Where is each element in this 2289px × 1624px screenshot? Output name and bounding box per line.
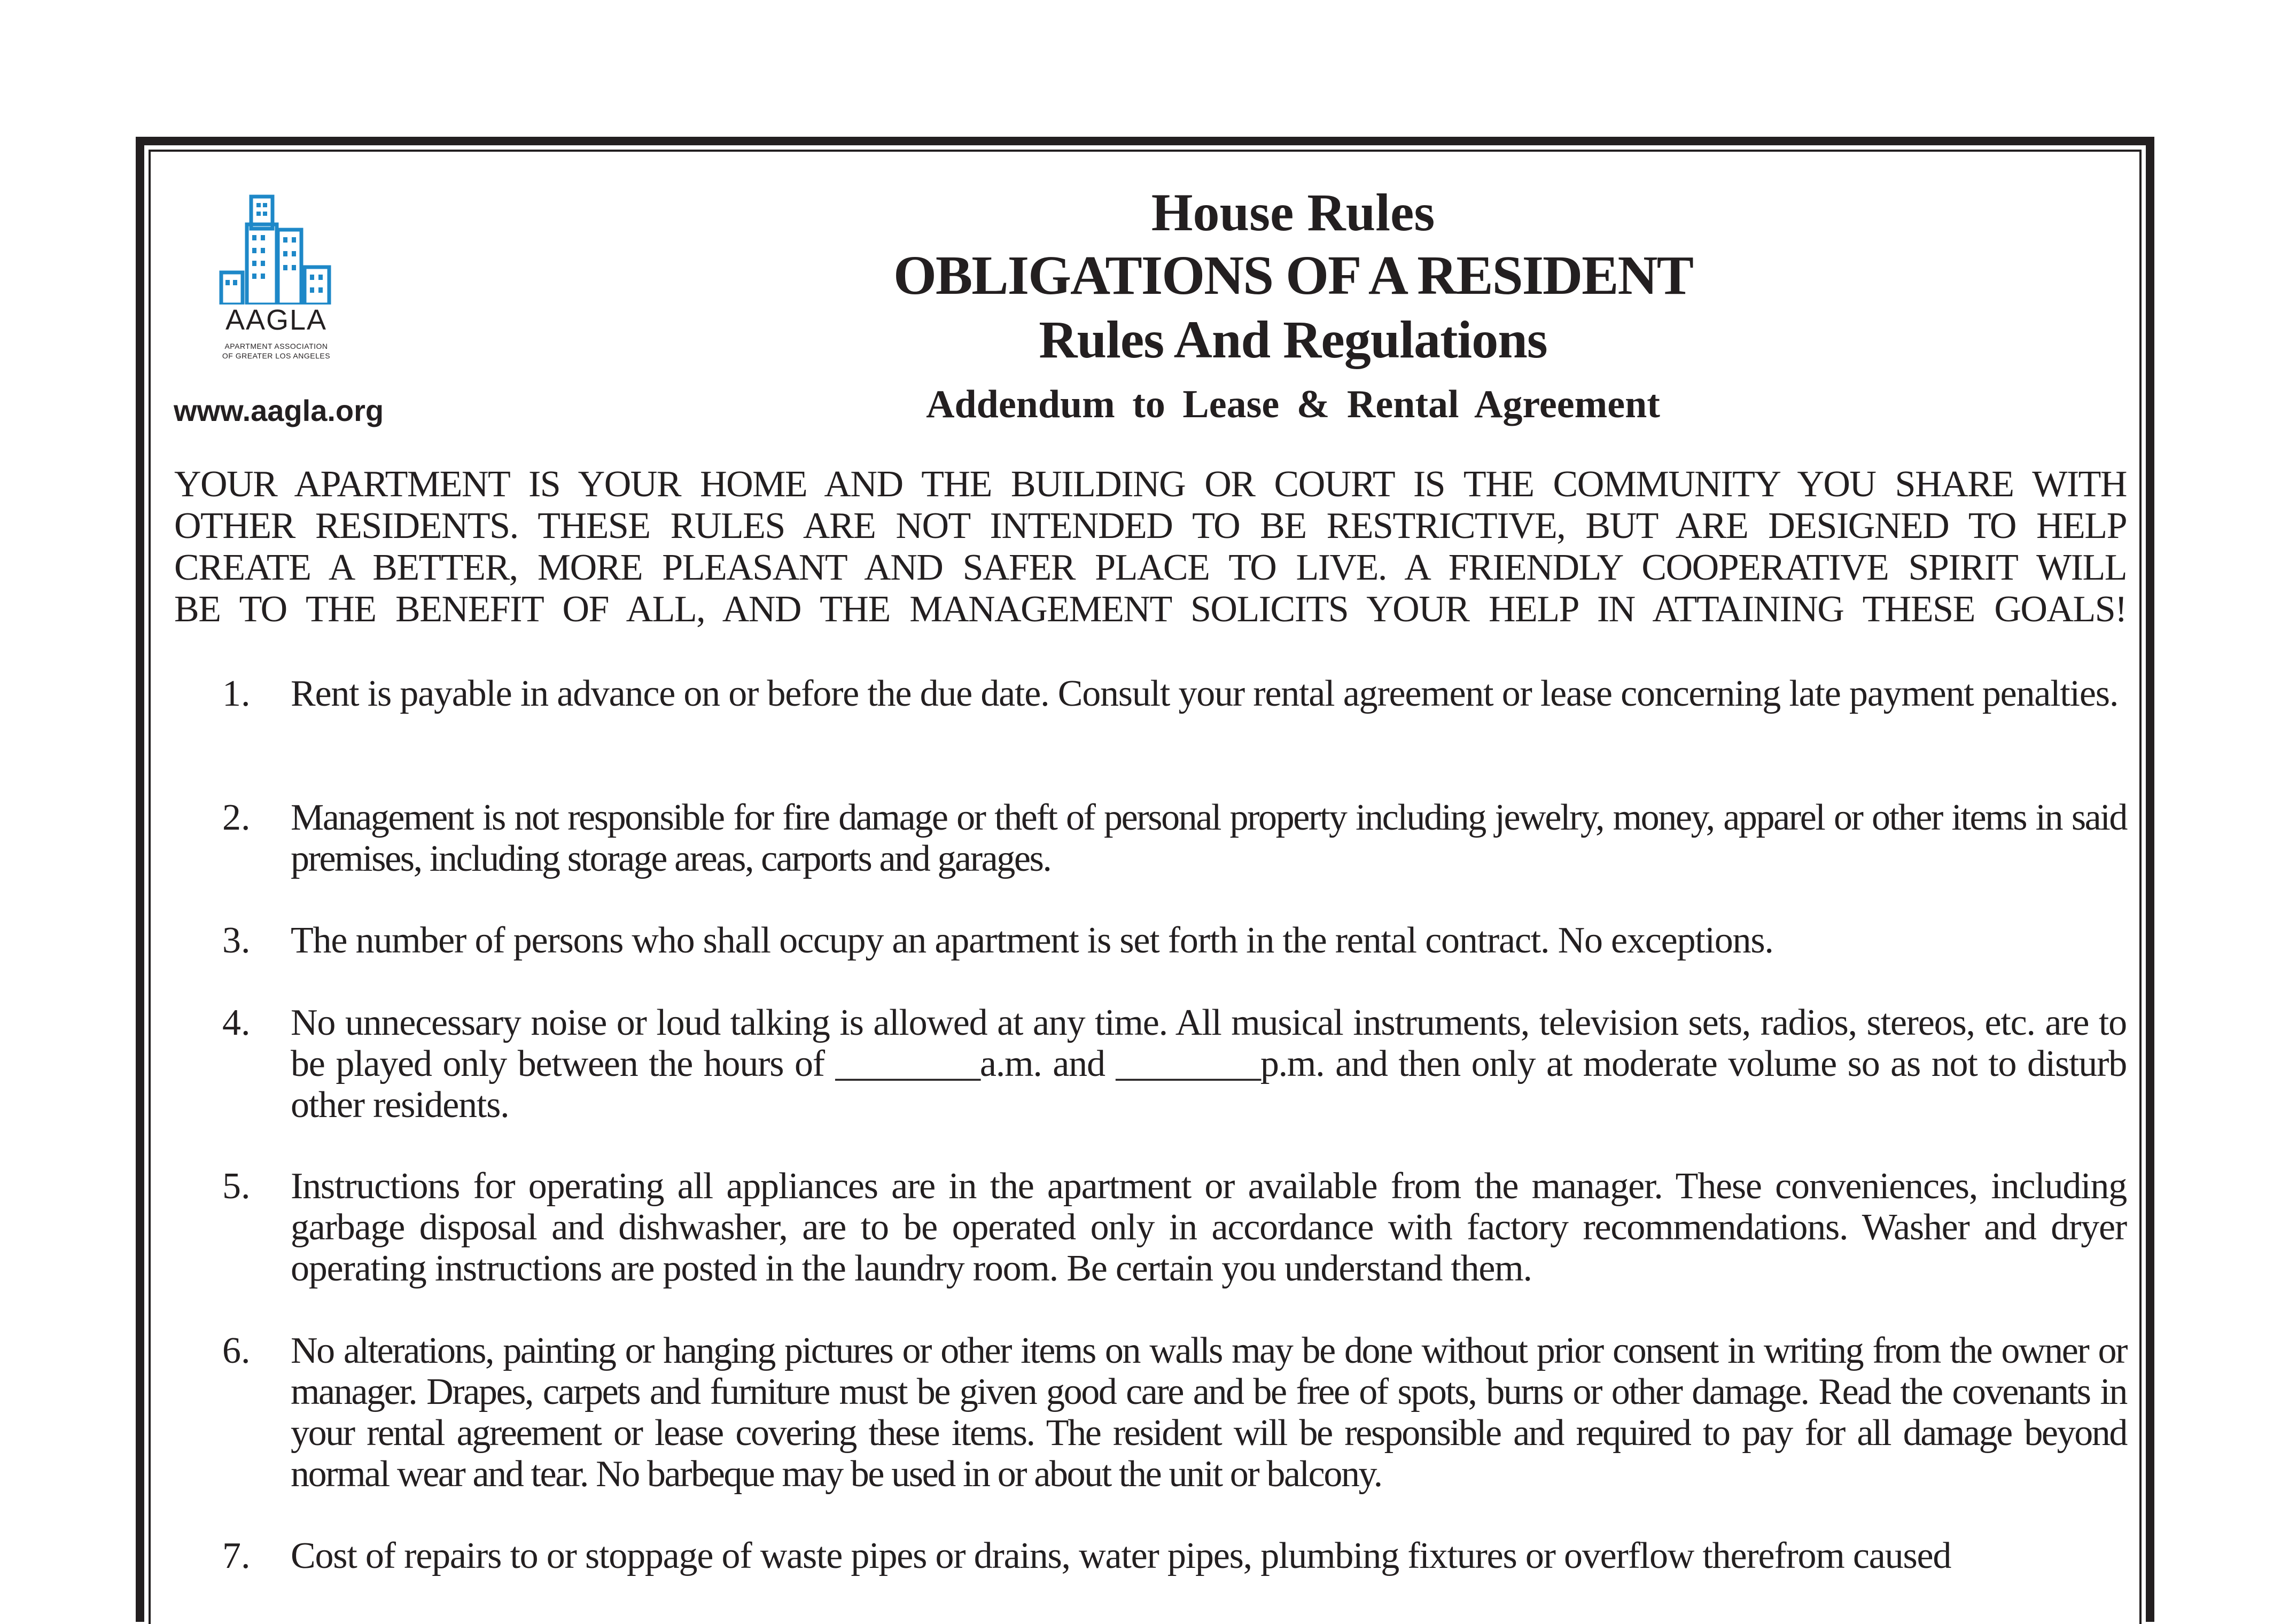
rule-text: No alterations, painting or hanging pictures or other items on walls may be done without prior consent in writing from the owner or manager. Drapes, carpets and furniture must be given good care and be free of spots, burns or other damage. Read the covenants in your rental agreement or lease covering these items. The resident will be responsible and required to pay for all damage beyond normal wear and tear. No barbeque may be used in or about the unit or balcony. (291, 1330, 2127, 1495)
aagla-logo (209, 192, 343, 369)
intro-line: CREATE A BETTER, MORE PLEASANT AND SAFER PLACE TO LIVE. A FRIENDLY COOPERATIVE SPIRIT WILL (174, 547, 2127, 588)
city-skyline-icon (209, 192, 343, 304)
rule-number: 3. (222, 920, 251, 961)
intro-line: YOUR APARTMENT IS YOUR HOME AND THE BUILDING OR COURT IS THE COMMUNITY YOU SHARE WITH (174, 464, 2127, 505)
rule-text: No unnecessary noise or loud talking is allowed at any time. All musical instruments, television sets, radios, stereos, etc. are to be played only between the hours of ________a.m. and ________p.m. and then only at moderate volume so as not to disturb other residents. (291, 1002, 2127, 1126)
intro-line: BE TO THE BENEFIT OF ALL, AND THE MANAGEMENT SOLICITS YOUR HELP IN ATTAINING THESE GOALS! (174, 589, 2127, 630)
logo-subtitle-line1: APARTMENT ASSOCIATION (224, 342, 328, 350)
rule-text: Rent is payable in advance on or before the due date. Consult your rental agreement or lease concerning late payment penalties. (291, 673, 2119, 714)
document-subtitle: OBLIGATIONS OF A RESIDENT (893, 245, 1693, 306)
intro-line: OTHER RESIDENTS. THESE RULES ARE NOT INTENDED TO BE RESTRICTIVE, BUT ARE DESIGNED TO HELP (174, 505, 2127, 546)
logo-wordmark: AAGLA (225, 304, 328, 336)
rule-text: Cost of repairs to or stoppage of waste pipes or drains, water pipes, plumbing fixtures or overflow therefrom caused (291, 1535, 1951, 1576)
document-title: House Rules (1151, 183, 1435, 242)
rule-number: 7. (222, 1535, 251, 1576)
intro-paragraph (174, 464, 2127, 630)
rule-text: The number of persons who shall occupy an apartment is set forth in the rental contract. No exceptions. (291, 920, 1773, 961)
rule-number: 4. (222, 1002, 251, 1043)
rule-number: 5. (222, 1166, 251, 1207)
logo-subtitle-line2: OF GREATER LOS ANGELES (222, 352, 331, 360)
addendum-heading: Addendum to Lease & Rental Agreement (926, 382, 1660, 426)
website-link[interactable]: www.aagla.org (174, 394, 384, 427)
rule-number: 1. (222, 673, 251, 714)
rule-text: Instructions for operating all appliances are in the apartment or available from the manager. These conveniences, including garbage disposal and dishwasher, are to be operated only in accordance with factory recommendations. Washer and dryer operating instructions are posted in the laundry room. Be certain you understand them. (291, 1166, 2127, 1289)
rule-number: 2. (222, 797, 251, 838)
document-subtitle-2: Rules And Regulations (1039, 310, 1547, 369)
rule-text: Management is not responsible for fire damage or theft of personal property including jewelry, money, apparel or other items in said premises, including storage areas, carports and garages. (291, 797, 2127, 879)
rule-number: 6. (222, 1330, 251, 1371)
